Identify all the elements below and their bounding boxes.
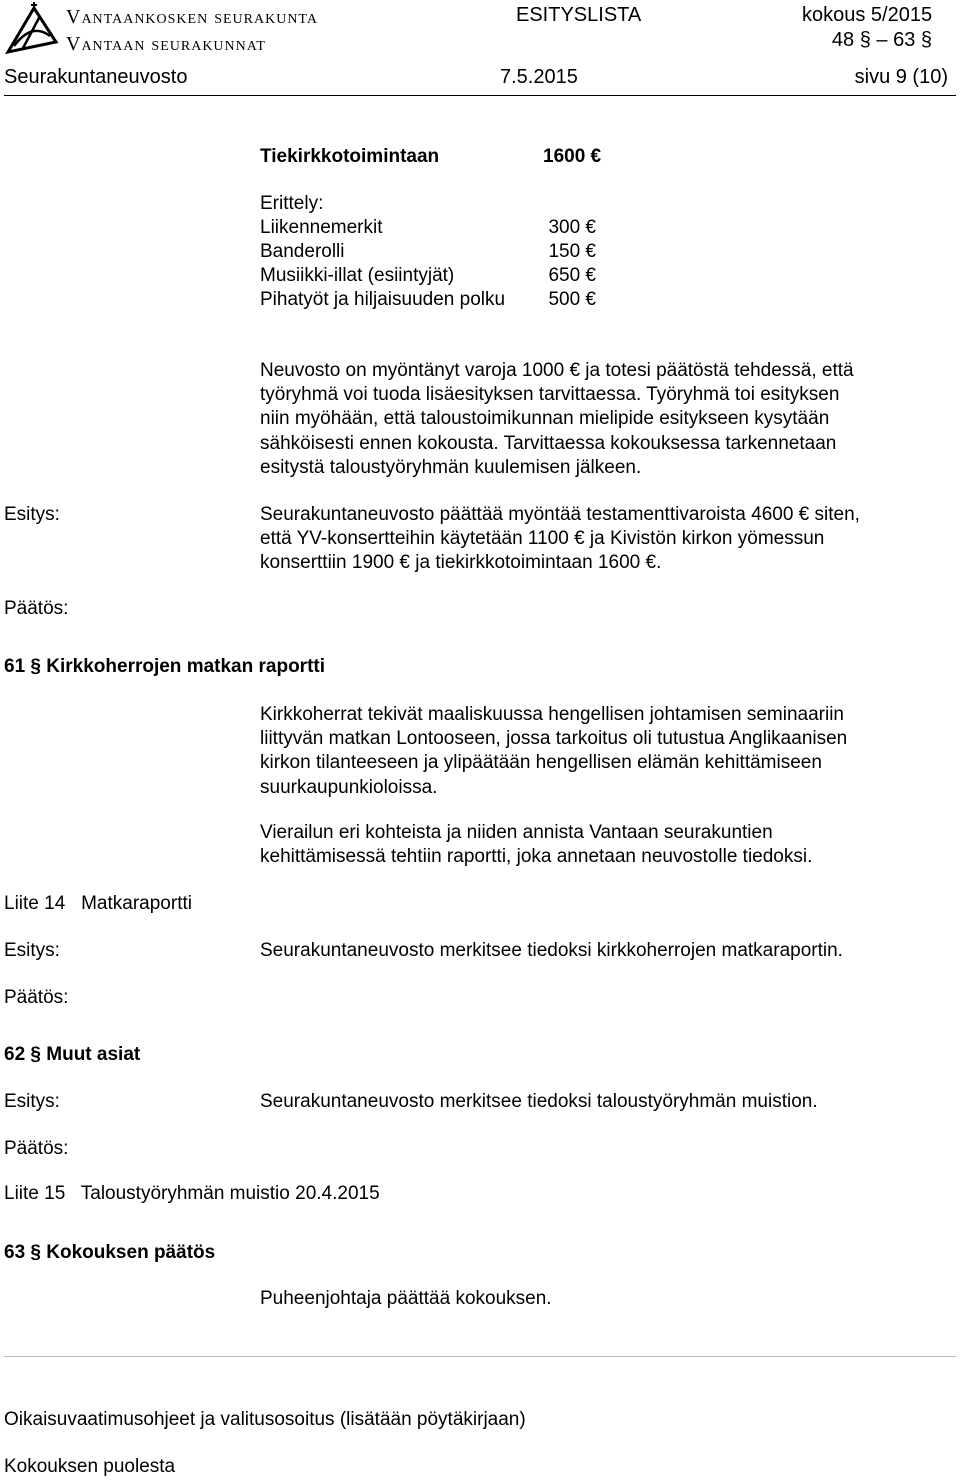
meeting-date: 7.5.2015	[500, 66, 578, 88]
budget-total: 1600 €	[543, 146, 602, 167]
sections-range: 48 § – 63 §	[831, 29, 932, 51]
section-61-paragraph-2: Vierailun eri kohteista ja niiden annista Vantaan seurakuntien kehittämisessä tehtiin raportti, joka annetaan neuvostolle tiedoksi.	[260, 822, 813, 868]
proposal-text: Seurakuntaneuvosto merkitsee tiedoksi kirkkoherrojen matkaraportin.	[260, 940, 843, 961]
on-behalf-of-meeting: Kokouksen puolesta	[4, 1456, 176, 1477]
decision-label: Päätös:	[4, 1138, 69, 1159]
church-logo-icon	[4, 2, 60, 56]
decision-label: Päätös:	[4, 987, 69, 1008]
meeting-number: kokous 5/2015	[802, 4, 933, 26]
proposal-label: Esitys:	[4, 1091, 60, 1112]
budget-item-amount: 650 €	[548, 265, 596, 286]
proposal-label: Esitys:	[4, 504, 60, 525]
budget-item-amount: 300 €	[548, 217, 596, 238]
proposal-text: Seurakuntaneuvosto päättää myöntää testamenttivaroista 4600 € siten, että YV-konsertteihin käytetään 1100 € ja Kivistön kirkon yömessun konserttiin 1900 € ja tiekirkkotoimintaan 1600 €.	[260, 504, 860, 574]
attachment-15: Liite 15 Taloustyöryhmän muistio 20.4.2015	[4, 1183, 380, 1204]
breakdown-label: Erittely:	[260, 193, 324, 214]
proposal-text: Seurakuntaneuvosto merkitsee tiedoksi taloustyöryhmän muistion.	[260, 1091, 818, 1112]
body-name: Seurakuntaneuvosto	[4, 66, 188, 88]
budget-item-amount: 500 €	[548, 289, 596, 310]
appeal-instructions: Oikaisuvaatimusohjeet ja valitusosoitus (lisätään pöytäkirjaan)	[4, 1409, 526, 1430]
section-61-paragraph-1: Kirkkoherrat tekivät maaliskuussa hengellisen johtamisen seminaariin liittyvän matkan Lontooseen, jossa tarkoitus oli tutustua Anglikaanisen kirkon tilanteeseen ja ylipäätään hengellisen elämän kehittämiseen suurkaupunkioloissa.	[260, 704, 848, 798]
attachment-14: Liite 14 Matkaraportti	[4, 893, 192, 914]
budget-item-label: Liikennemerkit	[260, 217, 383, 238]
page-number: sivu 9 (10)	[854, 66, 948, 88]
section-62-heading: 62 § Muut asiat	[4, 1044, 141, 1065]
section-63-text: Puheenjohtaja päättää kokouksen.	[260, 1288, 552, 1309]
org-name-line1: Vantaankosken seurakunta	[66, 6, 318, 28]
budget-title: Tiekirkkotoimintaan	[260, 146, 440, 167]
budget-item-label: Pihatyöt ja hiljaisuuden polku	[260, 289, 506, 310]
budget-item-amount: 150 €	[548, 241, 596, 262]
doc-type: ESITYSLISTA	[516, 4, 642, 26]
decision-label: Päätös:	[4, 598, 69, 619]
section-61-heading: 61 § Kirkkoherrojen matkan raportti	[4, 656, 325, 677]
header-divider	[4, 95, 956, 96]
council-note-paragraph: Neuvosto on myöntänyt varoja 1000 € ja totesi päätöstä tehdessä, että työryhmä voi tuoda lisäesityksen tarvittaessa. Työryhmä toi esityksen niin myöhään, että taloustoimikunnan mielipide esitykseen kysytään sähköisesti ennen kokousta. Tarvittaessa kokouksessa tarkennetaan esitystä taloustyöryhmän kuulemisen jälkeen.	[260, 360, 854, 478]
footer-divider	[4, 1356, 956, 1357]
org-name-line2: Vantaan seurakunnat	[66, 33, 266, 55]
budget-item-label: Banderolli	[260, 241, 345, 262]
proposal-label: Esitys:	[4, 940, 60, 961]
section-63-heading: 63 § Kokouksen päätös	[4, 1242, 216, 1263]
budget-item-label: Musiikki-illat (esiintyjät)	[260, 265, 455, 286]
